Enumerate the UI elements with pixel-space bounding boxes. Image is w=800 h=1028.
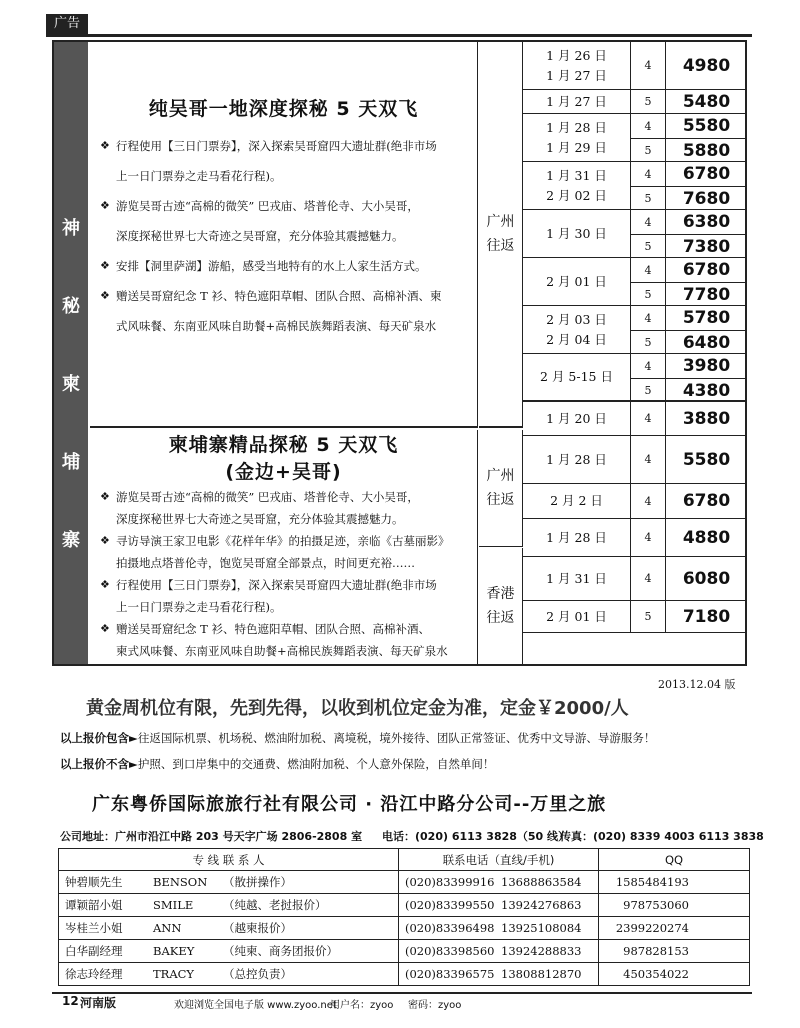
page-number: 12 [62, 994, 79, 1008]
departure-date: 1 月 28 日 1 月 29 日 [523, 114, 631, 161]
schedule-row [523, 484, 747, 519]
schedule-row [523, 354, 747, 402]
departure-date: 2 月 5-15 日 [523, 354, 631, 400]
contact-phone: (020)83399916 13688863584 [399, 871, 599, 894]
trip-days: 5 [644, 144, 652, 157]
company-address: 公司地址：广州市沿江中路 203 号天字广场 2806-2808 室 [60, 830, 363, 843]
contact-qq: 2399220274 [599, 917, 750, 940]
side-char-2: 秘 [62, 296, 80, 317]
trip-days: 4 [644, 453, 652, 466]
contact-row [59, 917, 750, 940]
included-line [60, 730, 655, 746]
departure-date: 1 月 20 日 [523, 402, 631, 435]
contact-phone: (020)83398560 13924288833 [399, 940, 599, 963]
trip-price: 4880 [665, 519, 747, 556]
footer-rule [52, 992, 752, 994]
departure-date: 1 月 28 日 [523, 436, 631, 483]
package1-bullet-cont: 式风味餐、东南亚风味自助餐+高棉民族舞蹈表演、每天矿泉水 [116, 319, 437, 333]
fare-option [631, 282, 747, 306]
fare-option [631, 557, 747, 600]
fare-option [631, 436, 747, 483]
departure-date: 2 月 01 日 [523, 601, 631, 632]
fare-option [631, 162, 747, 186]
schedule-row [523, 519, 747, 557]
fare-option [631, 186, 747, 210]
trip-days: 5 [644, 192, 652, 205]
schedule-row [523, 114, 747, 162]
schedule-row [523, 436, 747, 484]
schedule-row [523, 306, 747, 354]
trip-price: 6780 [665, 484, 747, 518]
top-rule [46, 34, 752, 37]
contact-row [59, 963, 750, 986]
excluded-line [60, 756, 494, 772]
contact-row [59, 894, 750, 917]
trip-price: 6080 [665, 557, 747, 600]
included-label: 以上报价包含 [60, 731, 129, 745]
fare-option [631, 210, 747, 234]
schedule-row [523, 258, 747, 306]
contact-qq: 1585484193 [599, 871, 750, 894]
schedule-row [523, 162, 747, 210]
diamond-icon: ❖ [100, 199, 110, 212]
departure-date: 2 月 2 日 [523, 484, 631, 518]
contact-person: 白华副经理 BAKEY （纯柬、商务团报价） [59, 940, 399, 963]
schedule-row [523, 601, 747, 633]
trip-price: 4980 [665, 42, 747, 89]
diamond-icon: ❖ [100, 259, 110, 272]
region-guangzhou-1: 广州 往返 [479, 42, 523, 428]
fare-option [631, 114, 747, 138]
package2-title: 柬埔寨精品探秘 5 天双飞 [168, 434, 399, 456]
contacts-header-row [59, 849, 750, 871]
trip-price: 6480 [665, 331, 747, 354]
trip-days: 5 [644, 288, 652, 301]
schedule-row [523, 90, 747, 114]
included-text: 往返国际机票、机场税、燃油附加税、离境税，境外接待、团队正常签证、优秀中文导游、导游服务！ [137, 731, 656, 745]
trip-days: 4 [644, 215, 652, 229]
diamond-icon: ❖ [100, 622, 110, 635]
package1-bullet-cont: 深度探秘世界七大奇迹之吴哥窟，充分体验其震撼魅力。 [116, 229, 404, 243]
side-char-3: 柬 [62, 374, 80, 395]
package2-bullet-cont: 柬式风味餐、东南亚风味自助餐+高棉民族舞蹈表演、每天矿泉水 [116, 644, 448, 658]
contact-person: 岑桂兰小姐 ANN （越柬报价） [59, 917, 399, 940]
package1-title: 纯吴哥一地深度探秘 5 天双飞 [148, 98, 419, 120]
diamond-icon: ❖ [100, 139, 110, 152]
departure-date: 1 月 26 日 1 月 27 日 [523, 42, 631, 89]
fare-option [631, 378, 747, 402]
trip-price: 7180 [665, 601, 747, 632]
excluded-label: 以上报价不含 [60, 757, 129, 771]
footer-password: 密码：zyoo [408, 1000, 462, 1011]
version-label: 2013.12.04 版 [658, 678, 736, 691]
package2-bullet-cont: 深度探秘世界七大奇迹之吴哥窟，充分体验其震撼魅力。 [116, 512, 404, 526]
trip-days: 4 [644, 572, 652, 585]
package1-bullet: ❖ 行程使用【三日门票券】，深入探索吴哥窟四大遗址群(绝非市场 [90, 131, 477, 161]
company-name: 广东粤侨国际旅旅行社有限公司 · 沿江中路分公司--万里之旅 [92, 794, 607, 815]
price-grid [523, 42, 747, 664]
contacts-header-phone: 联系电话（直线/手机) [399, 849, 599, 871]
trip-days: 4 [644, 412, 652, 425]
trip-days: 4 [644, 263, 652, 277]
side-band [54, 42, 88, 664]
trip-days: 4 [644, 311, 652, 325]
contacts-table [58, 848, 750, 986]
contact-person: 钟碧顺先生 BENSON （散拼操作） [59, 871, 399, 894]
schedule-row [523, 42, 747, 90]
diamond-icon: ❖ [100, 534, 110, 547]
package2-bullet: ❖ 寻访导演王家卫电影《花样年华》的拍摄足迹，亲临《古墓丽影》 [90, 530, 477, 552]
tour-box [52, 40, 747, 666]
contacts-header-name: 专 线 联 系 人 [59, 849, 399, 871]
fare-option [631, 601, 747, 632]
fare-option [631, 519, 747, 556]
fare-option [631, 90, 747, 113]
trip-days: 4 [644, 531, 652, 544]
departure-date: 1 月 27 日 [523, 90, 631, 113]
fare-option [631, 42, 747, 89]
fare-option [631, 354, 747, 378]
footer-site: 欢迎浏览全国电子版 www.zyoo.net [174, 1000, 337, 1011]
trip-days: 5 [644, 95, 652, 108]
package2-bullet: ❖ 游览吴哥古迹“高棉的微笑” 巴戎庙、塔普伦寺、大小吴哥， [90, 486, 477, 508]
departure-date: 1 月 30 日 [523, 210, 631, 257]
contact-row [59, 940, 750, 963]
side-char-1: 神 [62, 218, 80, 239]
trip-price: 7380 [665, 235, 747, 258]
fare-option [631, 402, 747, 435]
departure-date: 2 月 03 日 2 月 04 日 [523, 306, 631, 353]
contact-qq: 978753060 [599, 894, 750, 917]
trip-days: 4 [644, 119, 652, 133]
diamond-icon: ❖ [100, 490, 110, 503]
schedule-row [523, 402, 747, 436]
package2-subtitle: (金边+吴哥) [225, 461, 342, 483]
contact-person: 徐志玲经理 TRACY （总控负责） [59, 963, 399, 986]
promo-text: 黄金周机位有限，先到先得，以收到机位定金为准，定金￥2000/人 [86, 698, 629, 719]
region-guangzhou-2: 广州 往返 [479, 430, 523, 547]
package2-bullet-cont: 拍摄地点塔普伦寺，饱览吴哥窟全部景点，时间更充裕…… [116, 556, 415, 570]
package2-bullet: ❖ 行程使用【三日门票券】，深入探索吴哥窟四大遗址群(绝非市场 [90, 574, 477, 596]
package2-bullet: ❖ 赠送吴哥窟纪念 T 衫、特色遮阳草帽、团队合照、高棉补酒、 [90, 618, 477, 640]
trip-days: 4 [644, 359, 652, 373]
departure-date: 1 月 31 日 [523, 557, 631, 600]
trip-days: 5 [644, 610, 652, 623]
fare-option [631, 330, 747, 354]
package1-panel [90, 42, 478, 428]
contact-phone: (020)83396575 13808812870 [399, 963, 599, 986]
fare-option [631, 484, 747, 518]
departure-date: 1 月 31 日 2 月 02 日 [523, 162, 631, 209]
package2-panel [90, 430, 478, 664]
trip-days: 4 [644, 167, 652, 181]
trip-price: 6780 [665, 258, 747, 282]
trip-days: 4 [644, 59, 652, 72]
region-hongkong: 香港 往返 [479, 548, 523, 664]
contact-qq: 987828153 [599, 940, 750, 963]
trip-price: 5480 [665, 90, 747, 113]
departure-date: 1 月 28 日 [523, 519, 631, 556]
trip-price: 5880 [665, 139, 747, 162]
trip-days: 4 [644, 494, 652, 508]
diamond-icon: ❖ [100, 578, 110, 591]
package1-bullet: ❖ 赠送吴哥窟纪念 T 衫、特色遮阳草帽、团队合照、高棉补酒、柬 [90, 281, 477, 311]
trip-days: 5 [644, 240, 652, 253]
contact-person: 谭颖韶小姐 SMILE （纯越、老挝报价） [59, 894, 399, 917]
fare-option [631, 258, 747, 282]
contact-phone: (020)83399550 13924276863 [399, 894, 599, 917]
excluded-text: 护照、到口岸集中的交通费、燃油附加税、个人意外保险，自然单间！ [137, 757, 495, 771]
fare-option [631, 306, 747, 330]
trip-price: 3980 [665, 354, 747, 378]
fare-option [631, 138, 747, 162]
package1-bullet: ❖ 游览吴哥古迹“高棉的微笑” 巴戎庙、塔普伦寺、大小吴哥， [90, 191, 477, 221]
trip-price: 5780 [665, 306, 747, 330]
side-char-4: 埔 [62, 452, 80, 473]
arrow-icon: ► [129, 731, 138, 745]
trip-price: 5580 [665, 114, 747, 138]
contacts-header-qq: QQ [599, 849, 750, 871]
edition-label: 河南版 [80, 996, 117, 1010]
trip-days: 5 [644, 384, 652, 397]
diamond-icon: ❖ [100, 289, 110, 302]
contact-qq: 450354022 [599, 963, 750, 986]
package1-bullet: ❖ 安排【洞里萨湖】游船，感受当地特有的水上人家生活方式。 [90, 251, 477, 281]
trip-price: 7680 [665, 187, 747, 210]
footer-user: 用户名：zyoo [330, 1000, 394, 1011]
trip-price: 3880 [665, 402, 747, 435]
trip-price: 4380 [665, 379, 747, 402]
ad-label: 广告 [46, 14, 88, 34]
contact-row [59, 871, 750, 894]
package2-bullet-cont: 上一日门票券之走马看花行程)。 [116, 600, 282, 614]
company-fax: 传真：(020) 8339 4003 6113 3838 [560, 830, 764, 843]
trip-price: 5580 [665, 436, 747, 483]
company-phone: 电话：(020) 6113 3828（50 线） [382, 830, 570, 843]
package1-bullet-cont: 上一日门票券之走马看花行程)。 [116, 169, 282, 183]
fare-option [631, 234, 747, 258]
contact-phone: (020)83396498 13925108084 [399, 917, 599, 940]
side-char-5: 寨 [62, 530, 80, 551]
trip-price: 6780 [665, 162, 747, 186]
arrow-icon: ► [129, 757, 138, 771]
trip-days: 5 [644, 336, 652, 349]
schedule-row [523, 210, 747, 258]
schedule-row [523, 557, 747, 601]
trip-price: 7780 [665, 283, 747, 306]
trip-price: 6380 [665, 210, 747, 234]
departure-date: 2 月 01 日 [523, 258, 631, 305]
